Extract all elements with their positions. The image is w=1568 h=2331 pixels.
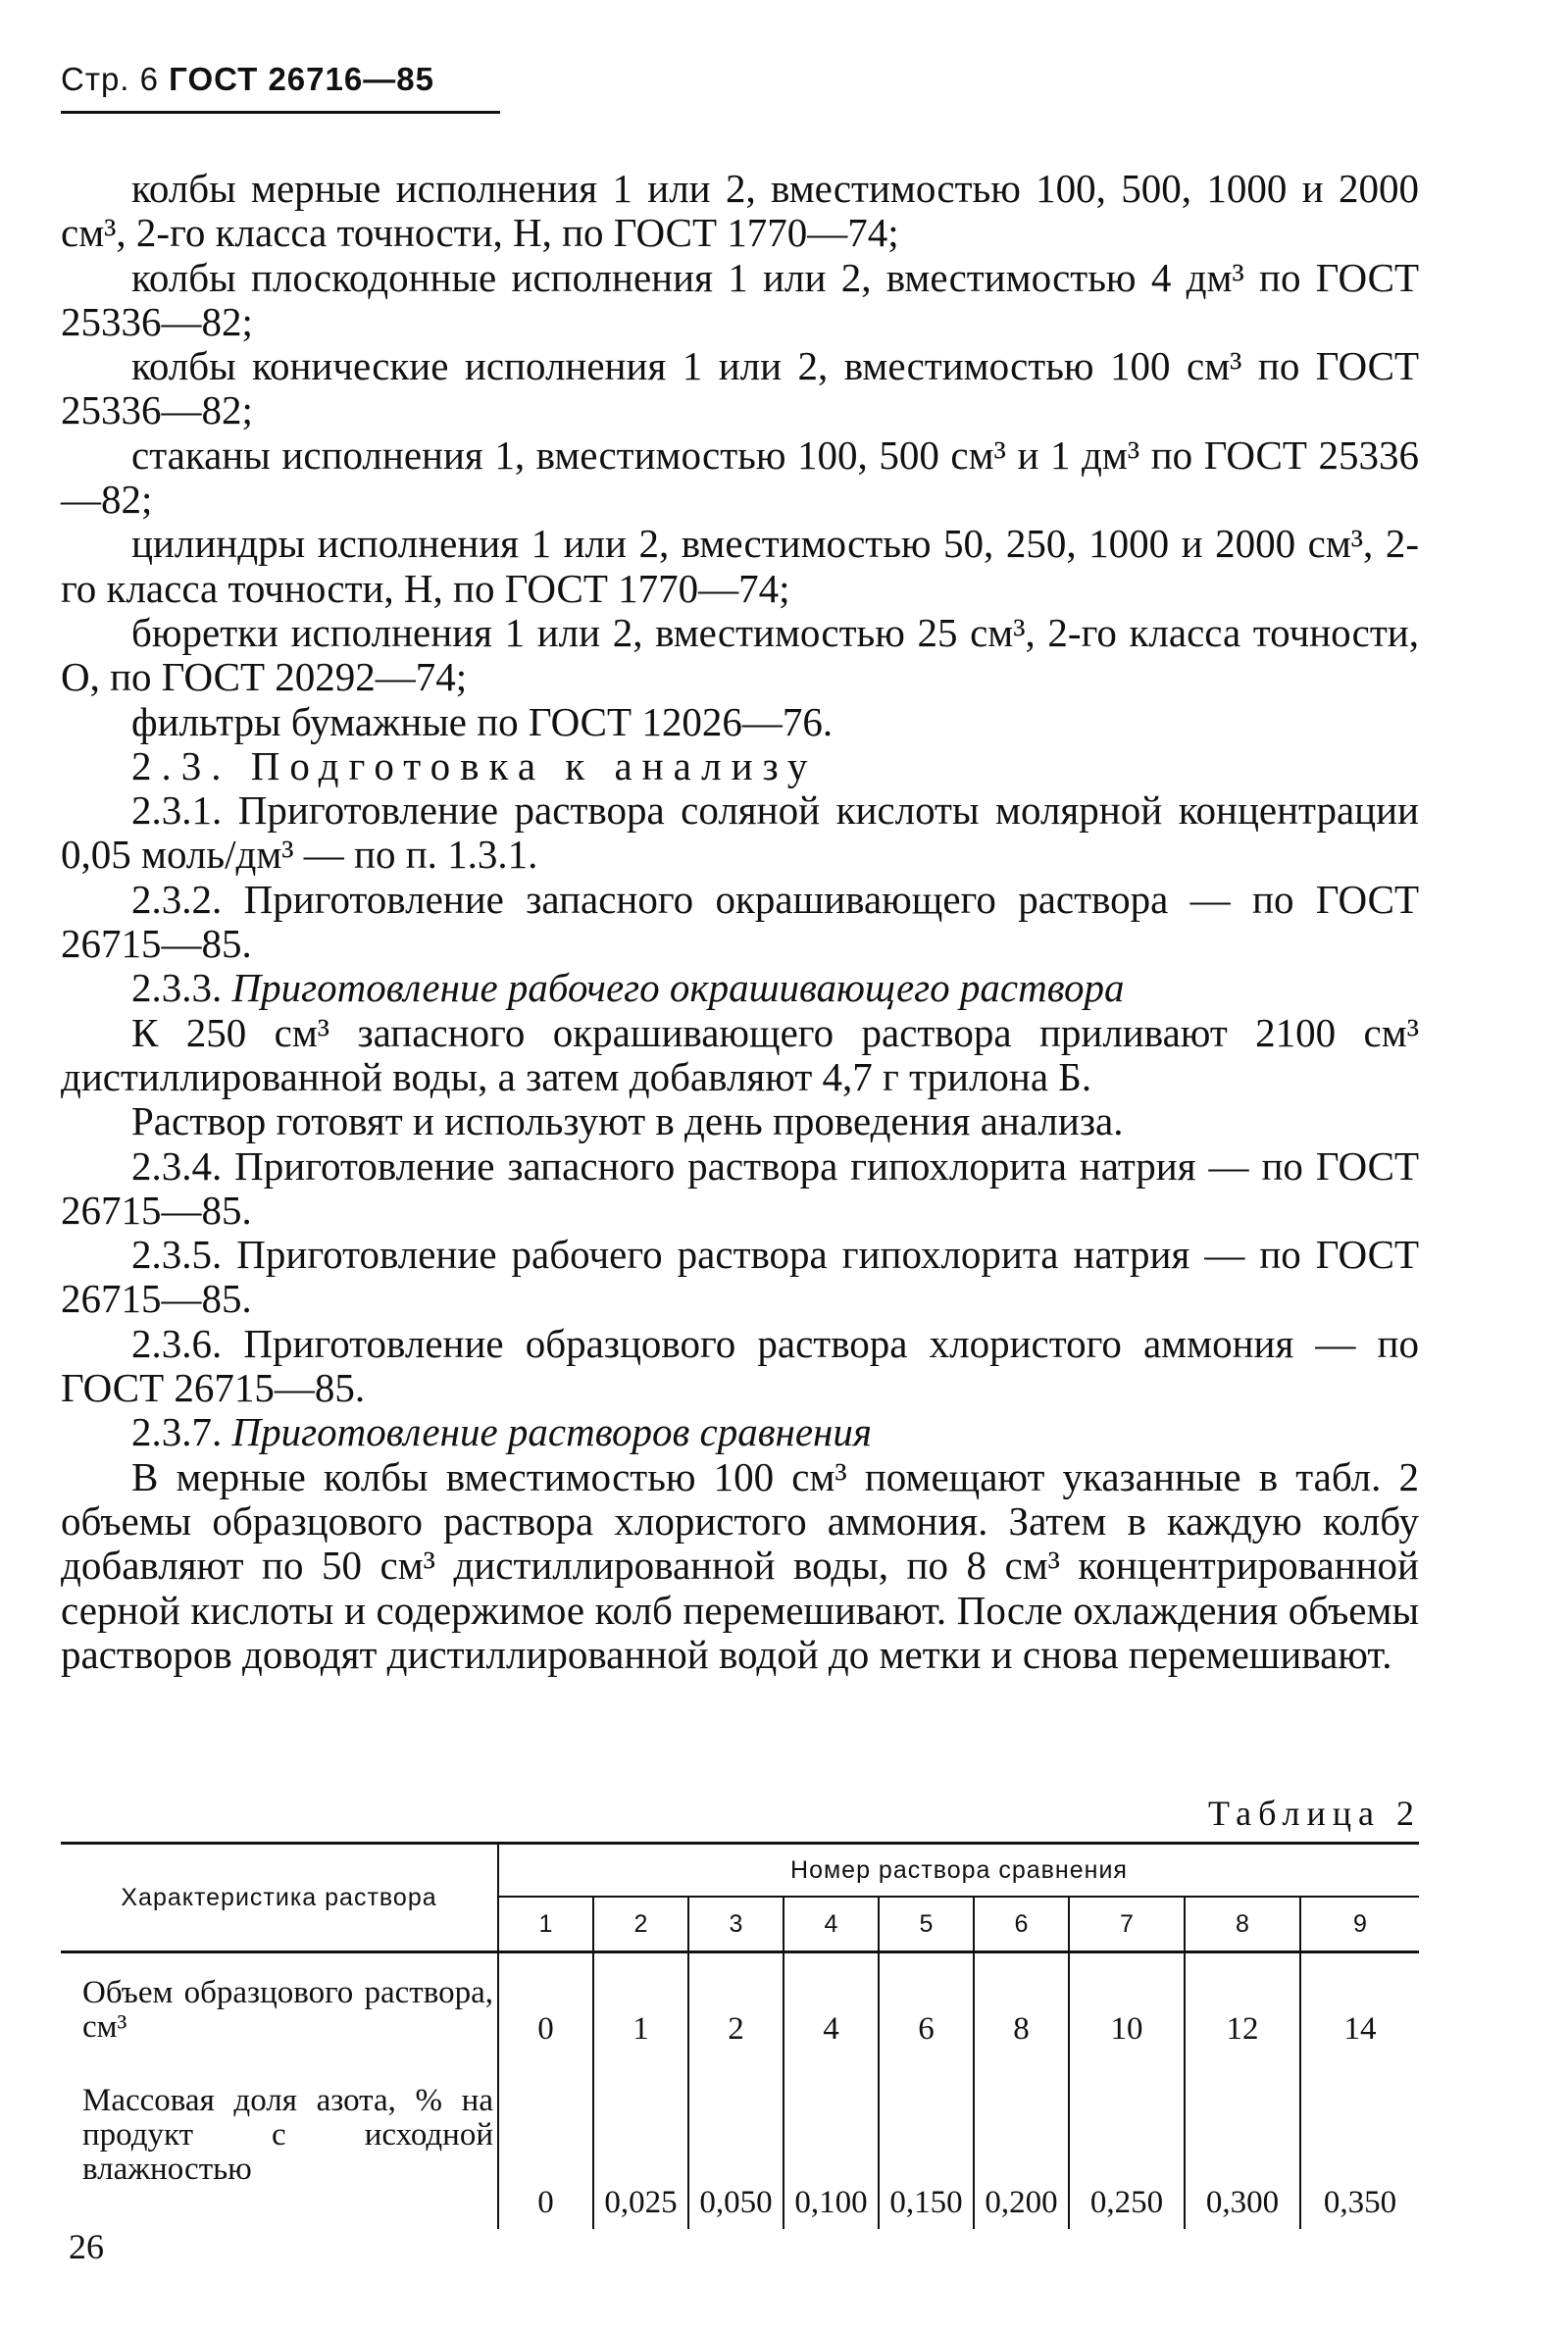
cell: 14 [1343,2010,1377,2047]
col-number: 5 [879,1897,974,1952]
cell: 6 [879,1975,974,2083]
page-number: 26 [69,2227,104,2266]
cell: 0,050 [688,2083,784,2229]
col-number: 2 [593,1897,688,1952]
cell: 0,350 [1323,2185,1397,2220]
cell: 8 [974,1975,1069,2083]
item-title: Приготовление растворов сравнения [231,1409,872,1455]
standard-title: ГОСТ 26716—85 [169,61,434,97]
item-2-3-7-heading [61,1410,1419,1454]
cell: 4 [784,1975,879,2083]
item-2-3-6: 2.3.6. Приготовление образцового раствора хлористого аммония — по ГОСТ 26715—85. [61,1320,1419,1411]
item-number: 2.3.7. [131,1409,223,1455]
column-header: Характеристика раствора [61,1844,498,1952]
col-number: 6 [974,1897,1069,1952]
cell: 0,100 [784,2083,879,2229]
cell: 2 [688,1975,784,2083]
col-number: 7 [1069,1897,1185,1952]
cell: 12 [1185,1975,1300,2083]
col-number: 9 [1300,1897,1419,1952]
group-header: Номер раствора сравнения [498,1844,1419,1898]
cell: 0,025 [593,2083,688,2229]
table-row [61,2083,1419,2229]
section-heading: 2.3. Подготовка к анализу [131,742,818,788]
running-header [61,61,434,98]
row-label: Массовая доля азота, % на продукт с исходной влажностью [61,2083,498,2229]
cell: 0 [498,2083,593,2229]
paragraph: колбы плоскодонные исполнения 1 или 2, вместимостью 4 дм³ по ГОСТ 25336—82; [61,254,1419,344]
item-2-3-2: 2.3.2. Приготовление запасного окрашивающего раствора — по ГОСТ 26715—85. [61,876,1419,967]
header-rule [61,111,500,114]
item-2-3-3-heading [61,966,1419,1010]
col-number: 4 [784,1897,879,1952]
row-label: Объем образцового раствора, см³ [61,1975,498,2083]
paragraph: К 250 см³ запасного окрашивающего раствора приливают 2100 см³ дистиллированной воды, а затем добавляют 4,7 г трилона Б. [61,1009,1419,1099]
item-2-3-4: 2.3.4. Приготовление запасного раствора гипохлорита натрия — по ГОСТ 26715—85. [61,1142,1419,1233]
paragraph: стаканы исполнения 1, вместимостью 100, 500 см³ и 1 дм³ по ГОСТ 25336—82; [61,431,1419,523]
item-title: Приготовление рабочего окрашивающего раствора [231,965,1125,1011]
cell: 1 [593,1975,688,2083]
paragraph: В мерные колбы вместимостью 100 см³ помещают указанные в табл. 2 объемы образцового раствора хлористого аммония. Затем в каждую колбу добавляют по 50 см³ дистиллированной воды, по 8 см³ концентрированной серной кислоты и содержимое колб перемешивают. После охлаждения объемы растворов доводят дистиллированной водой до метки и снова перемешивают. [61,1453,1419,1677]
paragraph: колбы конические исполнения 1 или 2, вместимостью 100 см³ по ГОСТ 25336—82; [61,343,1419,433]
paragraph: цилиндры исполнения 1 или 2, вместимостью 50, 250, 1000 и 2000 см³, 2-го класса точности, Н, по ГОСТ 1770—74; [61,521,1419,611]
body-text [61,167,1419,1677]
cell: 0,150 [879,2083,974,2229]
cell: 10 [1069,1975,1185,2083]
paragraph: фильтры бумажные по ГОСТ 12026—76. [131,698,834,744]
cell: 0,250 [1069,2083,1185,2229]
table-row [61,1975,1419,2083]
table-caption: Таблица 2 [1208,1794,1421,1833]
cell: 0,300 [1185,2083,1300,2229]
col-number: 8 [1185,1897,1300,1952]
cell: 0,200 [974,2083,1069,2229]
table-2 [61,1842,1419,2229]
paragraph: Раствор готовят и используют в день проведения анализа. [131,1098,1124,1144]
item-2-3-5: 2.3.5. Приготовление рабочего раствора гипохлорита натрия — по ГОСТ 26715—85. [61,1232,1419,1322]
col-number: 3 [688,1897,784,1952]
cell: 0 [498,1975,593,2083]
paragraph: бюретки исполнения 1 или 2, вместимостью 25 см³, 2-го класса точности, О, по ГОСТ 20292—74; [61,609,1419,700]
item-number: 2.3.3. [131,965,223,1011]
paragraph: колбы мерные исполнения 1 или 2, вместимостью 100, 500, 1000 и 2000 см³, 2-го класса точности, Н, по ГОСТ 1770—74; [61,166,1419,256]
item-2-3-1: 2.3.1. Приготовление раствора соляной кислоты молярной концентрации 0,05 моль/дм³ — по п. 1.3.1. [61,787,1419,878]
page-prefix: Стр. 6 [61,61,159,97]
col-number: 1 [498,1897,593,1952]
